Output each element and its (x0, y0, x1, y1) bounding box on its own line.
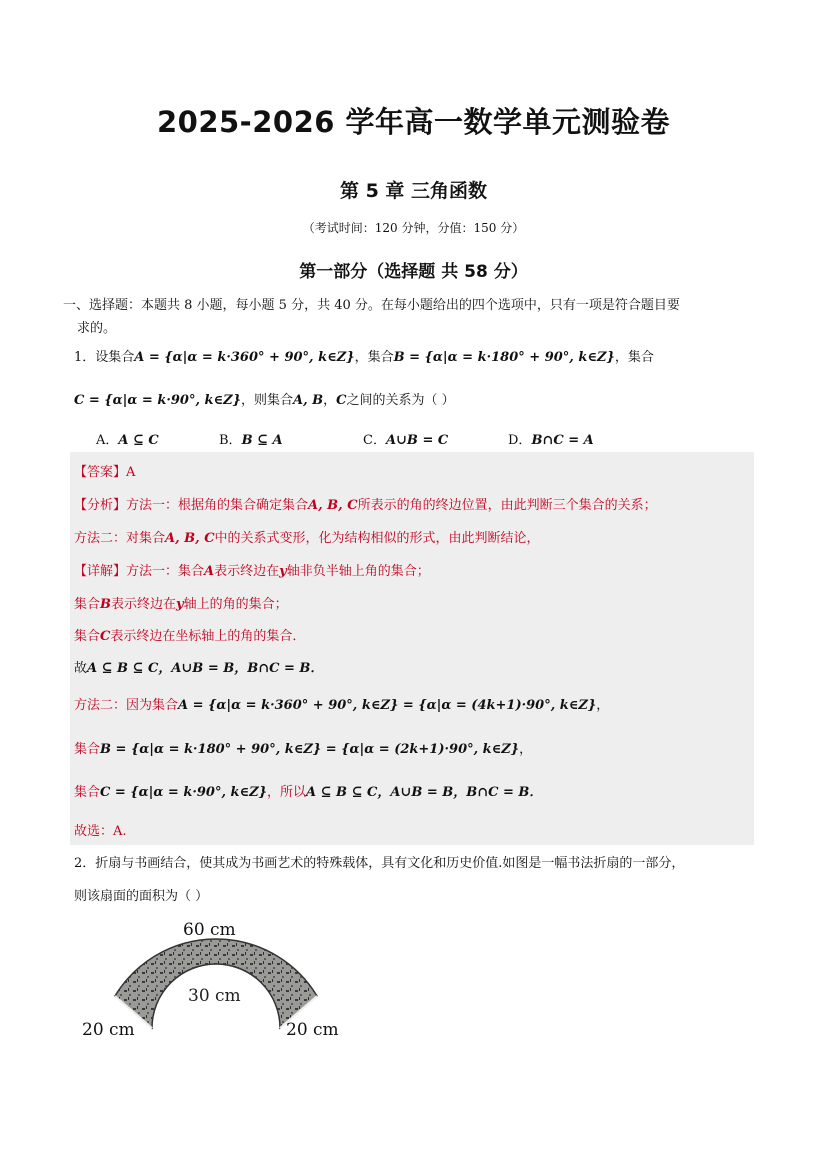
set-c: C (336, 393, 347, 408)
method2-line3: 集合C = {α|α = k·90°, k∈Z}，所以A ⊆ B ⊆ C，A∪B = B，B∩C = B． (74, 785, 543, 800)
method2-line1: 方法二：因为集合A = {α|α = k·360° + 90°, k∈Z} = {α|α = (4k+1)·90°, k∈Z}， (74, 698, 610, 713)
fan-label-left: 20 cm (82, 1020, 135, 1040)
analysis-line1: 【分析】方法一：根据角的集合确定集合A, B, C所表示的角的终边位置，由此判断三个集合的关系； (74, 498, 657, 513)
conclusion-line: 故A ⊆ B ⊆ C，A∪B = B，B∩C = B． (74, 661, 324, 676)
option-c[interactable]: C．A∪B = C (363, 433, 449, 448)
detail-line3: 集合C表示终边在坐标轴上的角的集合． (74, 629, 306, 644)
set-a-definition: A = {α|α = k·360° + 90°, k∈Z} (134, 350, 355, 365)
fan-label-right: 20 cm (286, 1020, 339, 1040)
question-1-line1 (74, 346, 654, 365)
method2-line2: 集合B = {α|α = k·180° + 90°, k∈Z} = {α|α = (2k+1)·90°, k∈Z}， (74, 742, 533, 757)
option-a[interactable]: A．A ⊆ C (96, 433, 159, 448)
fan-figure (78, 916, 353, 1044)
option-d[interactable]: D．B∩C = A (508, 433, 594, 448)
choice-line: 故选：A. (74, 824, 127, 839)
q1-prefix: 1．设集合 (74, 350, 135, 365)
question-2-line1: 2．折扇与书画结合，使其成为书画艺术的特殊载体，具有文化和历史价值.如图是一幅书法折扇的一部分， (74, 856, 685, 871)
set-b-definition: B = {α|α = k·180° + 90°, k∈Z} (393, 350, 615, 365)
fan-label-top: 60 cm (183, 920, 236, 940)
set-c-definition: C = {α|α = k·90°, k∈Z} (74, 393, 241, 408)
fan-label-mid: 30 cm (188, 986, 241, 1006)
q1-line2-mid: ，则集合 (241, 393, 294, 408)
section-instruction-line2: 求的。 (77, 321, 117, 336)
sets-ab: A, B (293, 393, 324, 408)
analysis-line2: 方法二：对集合A, B, C中的关系式变形，化为结构相似的形式，由此判断结论， (74, 531, 540, 546)
detail-line2: 集合B表示终边在y轴上的角的集合； (74, 597, 288, 612)
answer-line: 【答案】A (74, 465, 136, 480)
exam-info: （考试时间：120 分钟，分值：150 分） (302, 221, 525, 235)
part-title: 第一部分（选择题 共 58 分） (299, 262, 528, 282)
q1-suffix: ，集合 (614, 350, 654, 365)
question-2-line2: 则该扇面的面积为（ ） (74, 889, 209, 904)
option-b[interactable]: B．B ⊆ A (219, 433, 283, 448)
q1-comma: ， (323, 393, 337, 408)
chapter-title: 第 5 章 三角函数 (339, 180, 488, 202)
detail-line1: 【详解】方法一：集合A表示终边在y轴非负半轴上角的集合； (74, 564, 430, 579)
page-title: 2025-2026 学年高一数学单元测验卷 (156, 105, 671, 139)
section-instruction-line1: 一、选择题：本题共 8 小题，每小题 5 分，共 40 分。在每小题给出的四个选项中，只有一项是符合题目要 (63, 298, 680, 313)
question-1-line2 (74, 389, 455, 408)
q1-mid: ，集合 (354, 350, 394, 365)
q1-line2-suffix: 之间的关系为（ ） (346, 393, 455, 408)
